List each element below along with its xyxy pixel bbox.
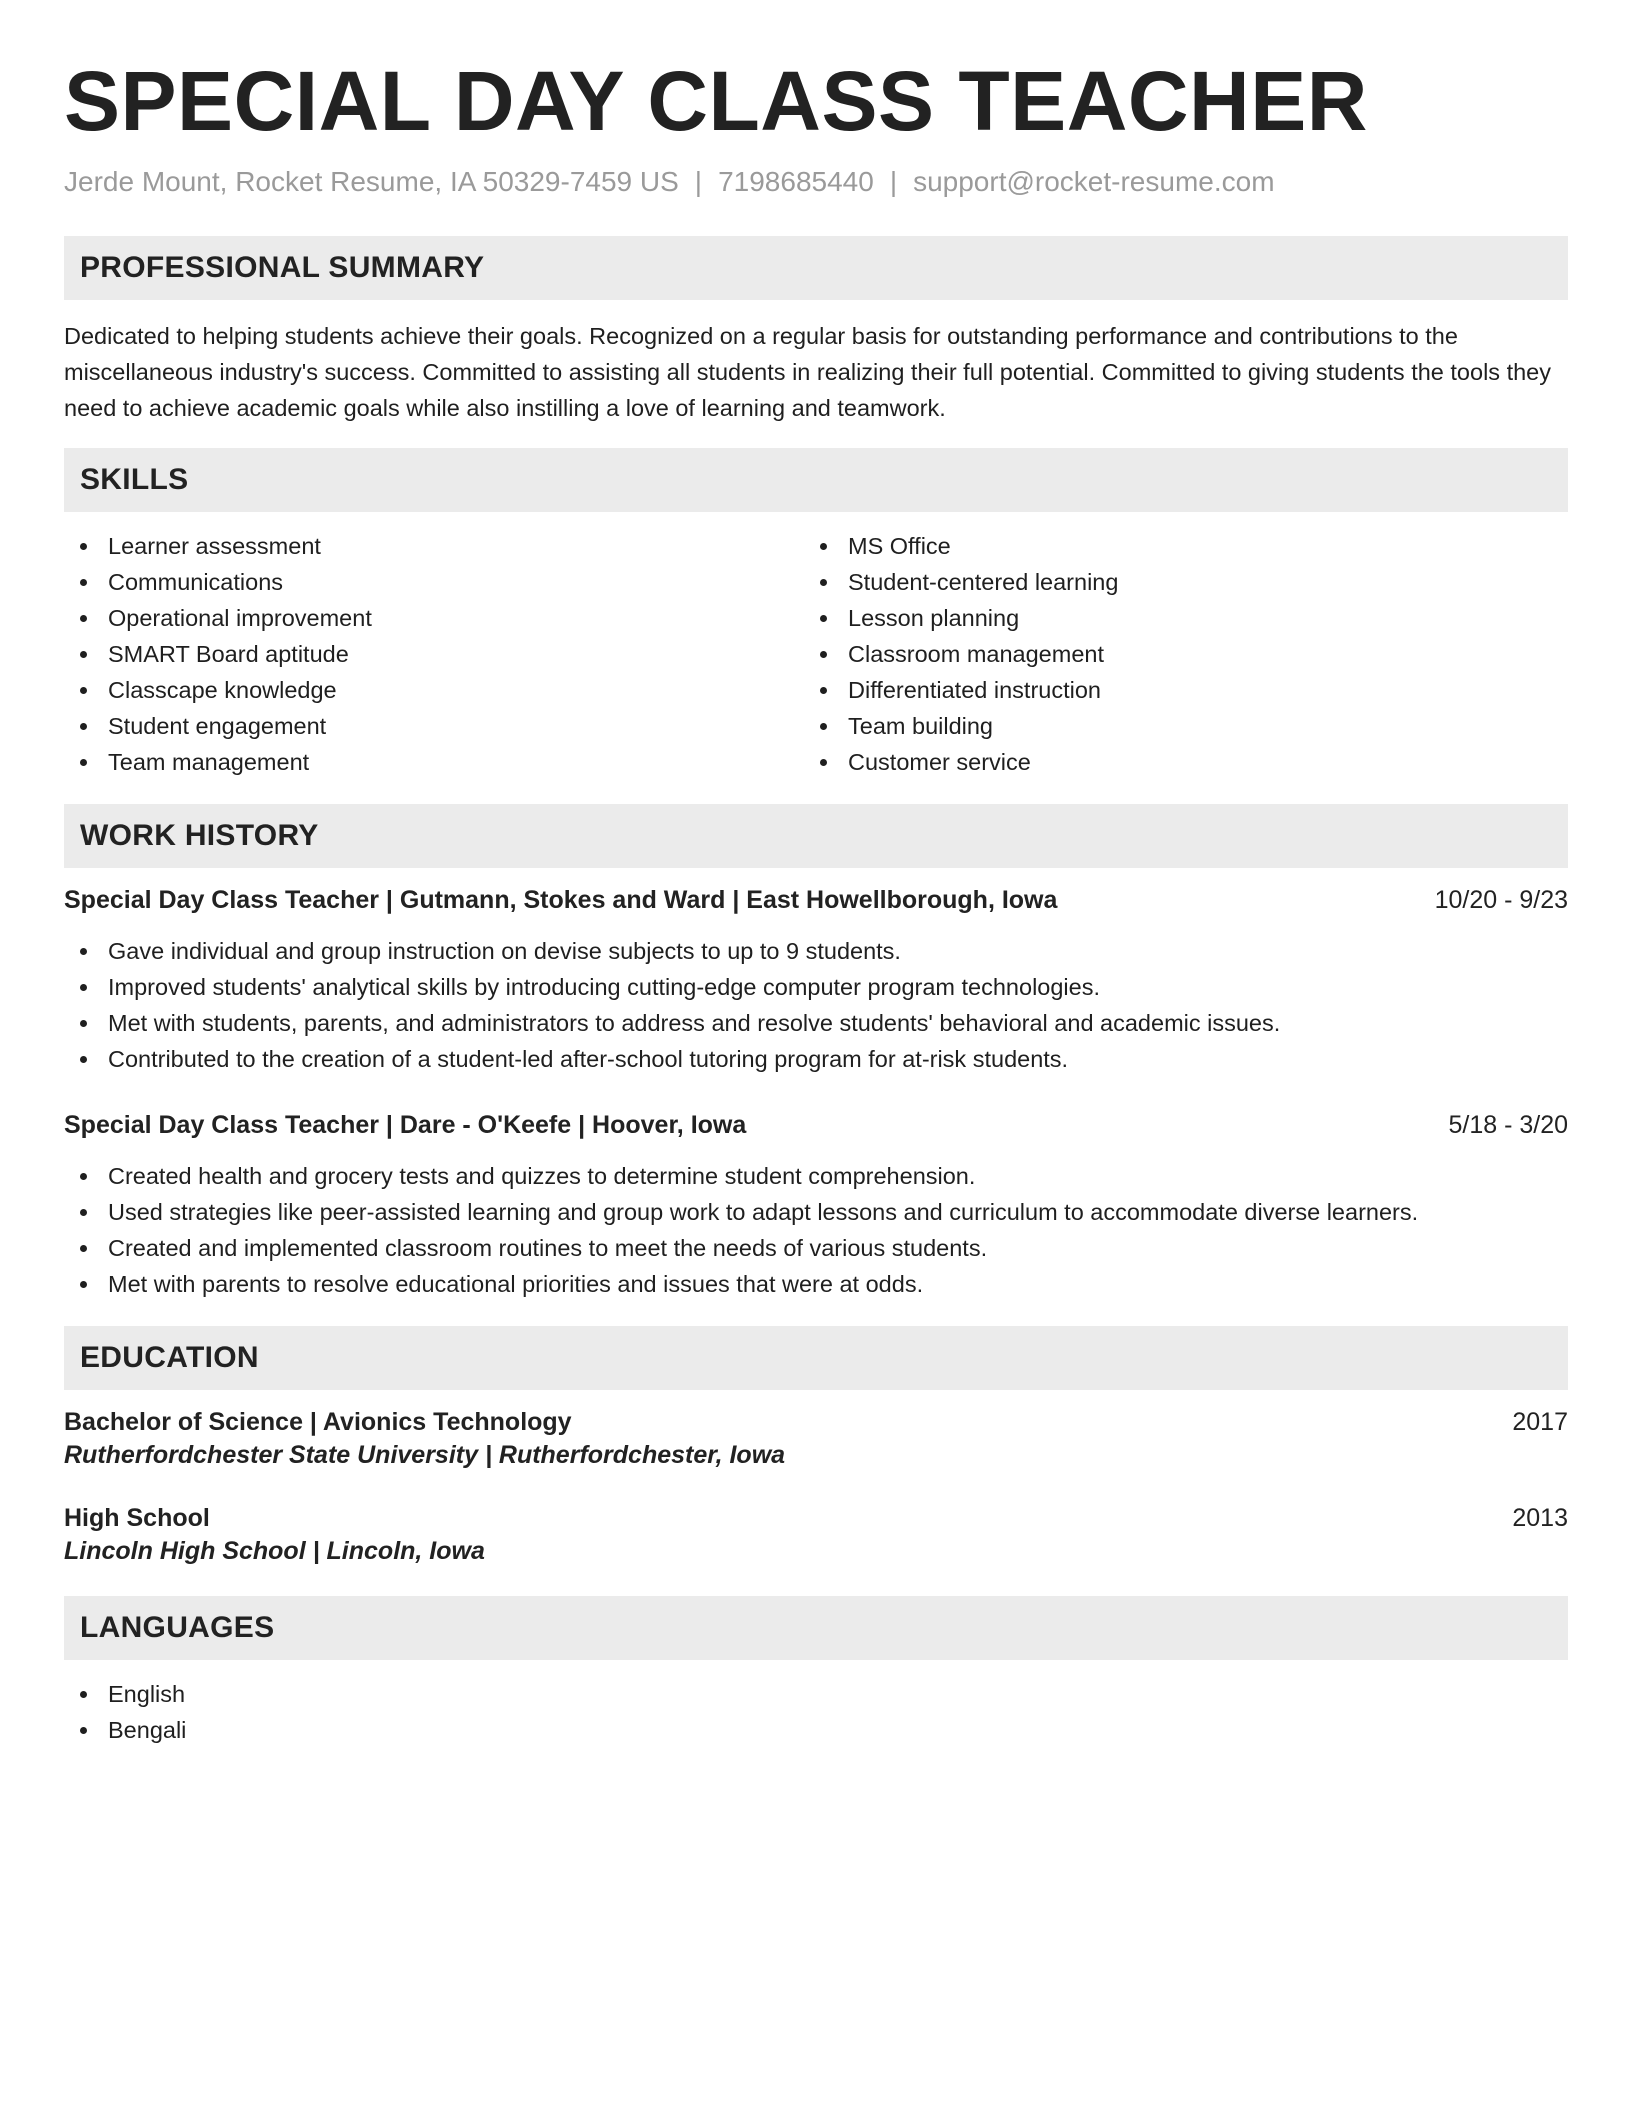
contact-line — [64, 166, 1568, 198]
education-header — [64, 1408, 1568, 1437]
skill-item: Lesson planning — [804, 600, 1544, 636]
skill-item: Student-centered learning — [804, 564, 1544, 600]
section-header-summary: PROFESSIONAL SUMMARY — [64, 236, 1568, 300]
email: support@rocket-resume.com — [913, 166, 1275, 198]
job-dates: 5/18 - 3/20 — [1448, 1111, 1568, 1140]
graduation-year: 2013 — [1512, 1504, 1568, 1533]
degree: High School — [64, 1504, 210, 1533]
candidate-name: SPECIAL DAY CLASS TEACHER — [64, 54, 1368, 148]
school: Rutherfordchester State University | Rutherfordchester, Iowa — [64, 1441, 786, 1470]
school: Lincoln High School | Lincoln, Iowa — [64, 1537, 485, 1566]
degree: Bachelor of Science | Avionics Technology — [64, 1408, 572, 1437]
contact-separator: | — [694, 166, 703, 198]
skills-column-left — [64, 528, 804, 780]
job-entry — [64, 1111, 1568, 1302]
job-header — [64, 886, 1568, 915]
job-bullet: Met with parents to resolve educational priorities and issues that were at odds. — [64, 1266, 1568, 1302]
section-header-work-history: WORK HISTORY — [64, 804, 1568, 868]
skill-item: Communications — [64, 564, 804, 600]
contact-separator: | — [889, 166, 898, 198]
job-bullet: Met with students, parents, and administrators to address and resolve students' behavioral and academic issues. — [64, 1005, 1568, 1041]
job-bullet: Created health and grocery tests and quizzes to determine student comprehension. — [64, 1158, 1568, 1194]
skill-item: Customer service — [804, 744, 1544, 780]
job-bullet: Created and implemented classroom routines to meet the needs of various students. — [64, 1230, 1568, 1266]
job-bullet: Improved students' analytical skills by introducing cutting-edge computer program technologies. — [64, 969, 1568, 1005]
job-bullet: Gave individual and group instruction on devise subjects to up to 9 students. — [64, 933, 1568, 969]
languages-list — [64, 1676, 1568, 1748]
skill-item: Operational improvement — [64, 600, 804, 636]
skill-item: Classcape knowledge — [64, 672, 804, 708]
job-bullets — [64, 933, 1568, 1077]
skills-list — [64, 528, 1568, 780]
language-item: Bengali — [64, 1712, 1568, 1748]
skill-item: SMART Board aptitude — [64, 636, 804, 672]
skill-item: Team building — [804, 708, 1544, 744]
skill-item: Differentiated instruction — [804, 672, 1544, 708]
job-entry — [64, 886, 1568, 1077]
language-item: English — [64, 1676, 1568, 1712]
section-header-education: EDUCATION — [64, 1326, 1568, 1390]
graduation-year: 2017 — [1512, 1408, 1568, 1437]
job-bullet: Used strategies like peer-assisted learning and group work to adapt lessons and curriculum to accommodate diverse learners. — [64, 1194, 1568, 1230]
skill-item: Student engagement — [64, 708, 804, 744]
job-title: Special Day Class Teacher | Gutmann, Stokes and Ward | East Howellborough, Iowa — [64, 886, 1058, 915]
education-header — [64, 1504, 1568, 1533]
education-entry — [64, 1504, 1568, 1566]
phone: 7198685440 — [718, 166, 874, 198]
skill-item: MS Office — [804, 528, 1544, 564]
job-bullets — [64, 1158, 1568, 1302]
job-title: Special Day Class Teacher | Dare - O'Keefe | Hoover, Iowa — [64, 1111, 747, 1140]
summary-text: Dedicated to helping students achieve their goals. Recognized on a regular basis for outstanding performance and contributions to the miscellaneous industry's success. Committed to assisting all students in realizing their full potential. Committed to giving students the tools they need to achieve academic goals while also instilling a love of learning and teamwork. — [64, 323, 1551, 422]
address: Jerde Mount, Rocket Resume, IA 50329-7459 US — [64, 166, 679, 198]
section-header-skills: SKILLS — [64, 448, 1568, 512]
section-header-languages: LANGUAGES — [64, 1596, 1568, 1660]
skill-item: Team management — [64, 744, 804, 780]
skills-column-right — [804, 528, 1544, 780]
job-bullet: Contributed to the creation of a student-led after-school tutoring program for at-risk students. — [64, 1041, 1568, 1077]
education-entry — [64, 1408, 1568, 1470]
job-header — [64, 1111, 1568, 1140]
skill-item: Classroom management — [804, 636, 1544, 672]
job-dates: 10/20 - 9/23 — [1434, 886, 1568, 915]
skill-item: Learner assessment — [64, 528, 804, 564]
